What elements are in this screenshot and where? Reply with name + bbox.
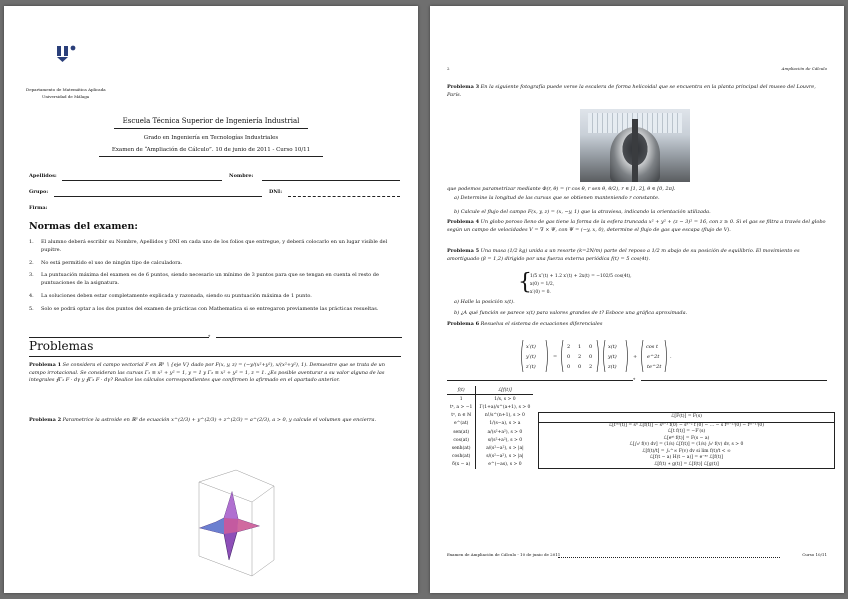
svg-text:0: 0 — [589, 354, 593, 360]
problem-3-part-a: a) Determine la longitud de las curvas que se obtienen manteniendo r constante. — [454, 195, 660, 201]
degree-title: Grado en Ingeniería en Tecnologías Industriales — [143, 135, 279, 141]
property-line: ℒ[t f(t)] = −F′(s) — [667, 429, 706, 435]
title-rule — [114, 128, 308, 129]
table-row: 1 1/s, s > 0 — [447, 395, 533, 404]
table-row: cos(at) s/(s²+a²), s > 0 — [447, 436, 533, 444]
problem-3-part-b: b) Calcule el flujo del campo F(x, y, z) = (x, −y, 1) que la atraviesa, indicando la orientación utilizada. — [454, 209, 711, 215]
rule-item: 3. La puntuación máxima del examen es de 6 puntos, siendo necesario un mínimo de 3 puntos para que se tengan en cuenta el resto de puntuaciones de la asignatura. — [29, 272, 379, 286]
differential-system-matrix — [520, 338, 750, 374]
properties-header: ℒ[F(t)] = F(s) — [539, 413, 834, 423]
table-header-row — [447, 386, 533, 395]
svg-text:z′(t): z′(t) — [526, 364, 536, 370]
problem-3-parametrization: que podemos parametrizar mediante Φ(r, θ) = (r cos θ, r sen θ, θ/2), r ∈ [1, 2], θ ∈ [0, 2π]. — [447, 186, 676, 192]
dni-field[interactable] — [288, 196, 400, 197]
problem-5-eq-2: x(0) = 1/2, — [530, 282, 555, 287]
section-divider-left — [447, 380, 633, 381]
group-label: Grupo: — [29, 189, 49, 195]
section-divider-mark: ⋄ — [633, 376, 636, 381]
problem-5-part-a: a) Halle la posición x(t). — [454, 299, 515, 305]
school-title: Escuela Técnica Superior de Ingeniería Industrial — [122, 117, 300, 125]
department-line-1: Departamento de Matemática Aplicada — [26, 87, 106, 92]
laplace-transform-table — [447, 386, 533, 469]
problem-3: Problema 3 En la siguiente fotografía puede verse la escalera de forma helicoidal que se encuentra en la planta principal del museo del Louvre, París. — [447, 84, 816, 98]
laplace-properties-box — [538, 412, 835, 469]
problems-title: Problemas — [29, 339, 94, 353]
table-row: sen(at) a/(s²+a²), s > 0 — [447, 428, 533, 436]
problem-5: Problema 5 Una masa (1/2 kg) unida a un resorte (k=2N/m) parte del reposo a 1/2 m abajo de su posición de equilibrio. El movimiento es amortiguado (β = 1,2) dirigido por una fuerza externa periódica f(t) = 5 cos(4t). — [447, 248, 800, 262]
page-number: 2 — [447, 66, 450, 71]
table-row: tᵃ, a > −1 Γ(1+a)/s^(a+1), s > 0 — [447, 403, 533, 411]
column-header-laplace: ℒ[f(t)] — [476, 386, 534, 395]
svg-text:2: 2 — [578, 354, 582, 360]
section-divider-left — [29, 337, 209, 338]
problem-6: Problema 6 Resuelva el sistema de ecuaciones diferenciales — [447, 321, 603, 327]
property-line: ℒ[f(t)/t] = ∫ₛ^∞ F(v) dv si lim f(t)/t < ∞ — [642, 448, 731, 454]
table-row: tⁿ, n ∈ ℕ n!/s^(n+1), s > 0 — [447, 412, 533, 420]
svg-text:z(t): z(t) — [608, 364, 617, 370]
problem-5-eq-1: 1/5 x″(t) + 1.2 x′(t) + 2x(t) = −102/5 cos(4t), — [530, 274, 632, 279]
svg-text:=: = — [553, 354, 558, 360]
rule-item: 1. El alumno deberá escribir su Nombre, Apellidos y DNI en cada uno de los folios que entregue, y deberá colocarlo en un lugar visible del pupitre. — [29, 239, 388, 253]
svg-text:2: 2 — [567, 344, 571, 350]
problem-4: Problema 4 Un globo poroso lleno de gas tiene la forma de la esfera truncada x² + y² + (z − 3)² = 16, con z ≥ 0. Si el gas se filtra a través del globo según un campo de velocidades V = ∇ × Ψ, con Ψ = (−y, x, 0), determine el flujo de gas que escapa (flujo de V). — [447, 219, 826, 233]
property-line: ℒ[f⁽ⁿ⁾(t)] = sⁿ ℒ[f(t)] − sⁿ⁻¹ f(0) − sⁿ⁻² f′(0) − … − s f⁽ⁿ⁻²⁾(0) − f⁽ⁿ⁻¹⁾(0) — [609, 422, 764, 428]
problem-1: Problema 1 Se considera el campo vectorial F en ℝ³ ∖ {eje V} dado por F(x, y, z) = (−y/(x²+y²), x/(x²+y²), 1). Demuestre que se trata de un campo irrotacional. Se consideran las curvas Γ₁ ≡ x² + y² = 1, y = 1 y Γ₂ ≡ x² + y² = 1, z = 1. ¿Es posible aventurar a su valor alguna de las integrales ∮Γ₁ F · dγ y ∮Γ₂ F · dγ? Realice los cálculos correspondientes que confirmen lo afirmado en el apartado anterior. — [29, 362, 385, 383]
department-line-2: Universidad de Málaga — [42, 94, 90, 99]
surname-label: Apellidos: — [29, 173, 57, 179]
university-logo-icon — [56, 44, 78, 64]
property-line: ℒ[eᵃᵗ f(t)] = F(s − a) — [663, 435, 710, 441]
property-line: ℒ[∫₀ᵗ f(v) dv] = (1/s) ℒ[f(t)] = (1/s) ∫₀ᵗ f(v) dv, s > 0 — [629, 442, 744, 448]
section-divider-right — [216, 337, 402, 338]
svg-text:+: + — [633, 354, 638, 360]
dni-label: DNI: — [269, 189, 283, 195]
svg-text:0: 0 — [578, 364, 582, 370]
rules-title: Normas del examen: — [29, 221, 138, 232]
svg-text:y(t): y(t) — [608, 354, 617, 360]
section-divider-right — [641, 380, 827, 381]
name-label: Nombre: — [229, 173, 254, 179]
footer-leader — [558, 557, 780, 558]
svg-text:2: 2 — [589, 364, 593, 370]
svg-text:y′(t): y′(t) — [526, 354, 536, 360]
footer-right: Curso 10/11 — [802, 552, 827, 557]
section-divider-mark: ⋄ — [208, 333, 211, 338]
running-header: Ampliación de Cálculo — [781, 66, 827, 71]
svg-text:.: . — [670, 354, 672, 360]
exam-title: Examen de “Ampliación de Cálculo”. 10 de junio de 2011 - Curso 10/11 — [111, 147, 311, 153]
svg-text:0: 0 — [567, 354, 571, 360]
group-field[interactable] — [54, 196, 262, 197]
footer-left: Examen de Ampliación de Cálculo - 10 de junio de 2011 — [447, 552, 561, 557]
exam-page-2 — [430, 6, 844, 593]
svg-text:x(t): x(t) — [608, 344, 617, 350]
signature-label: Firma: — [29, 205, 48, 211]
name-field[interactable] — [262, 180, 400, 181]
exam-page-1 — [4, 6, 418, 593]
problems-title-rule — [29, 356, 401, 357]
rule-item: 2. No está permitido el uso de ningún tipo de calculadora. — [29, 259, 183, 266]
system-brace: { — [518, 270, 532, 295]
louvre-staircase-photo — [580, 109, 690, 182]
property-line: ℒ[f(t) ∗ g(t)] = ℒ[f(t)] ℒ[g(t)] — [654, 461, 719, 467]
rule-item: 4. La soluciones deben estar completamente explicada y razonada, siendo su puntuación máxima de 1 punto. — [29, 292, 312, 299]
exam-title-rule — [99, 156, 323, 157]
svg-text:x′(t): x′(t) — [526, 344, 536, 350]
svg-text:0: 0 — [589, 344, 593, 350]
svg-text:te^2t: te^2t — [647, 364, 662, 370]
problem-5-eq-3: x′(0) = 0. — [530, 290, 551, 295]
problem-5-part-b: b) ¿A qué función se parece x(t) para valores grandes de t? Esboce una gráfica aproximada. — [454, 310, 688, 316]
rule-item: 5. Solo se podrá optar a los dos puntos del examen de prácticas con Mathematica si se entregaron previamente las prácticas resueltas. — [29, 305, 379, 312]
svg-text:e^2t: e^2t — [647, 354, 660, 360]
problem-2: Problema 2 Parametrice la astroide en ℝ³ de ecuación x^(2/3) + y^(2/3) + z^(2/3) = a^(2/3), a > 0, y calcule el volumen que encierra. — [29, 417, 377, 423]
column-header-f: f(t) — [447, 386, 476, 395]
table-row: cosh(at) s/(s²−a²), s > |a| — [447, 453, 533, 461]
svg-text:1: 1 — [578, 344, 582, 350]
table-row: δ(x − a) e^(−as), s > 0 — [447, 461, 533, 469]
svg-text:0: 0 — [567, 364, 571, 370]
property-line: ℒ[f(t − a) H(t − a)] = e⁻ᵃˢ ℒ[f(t)] — [649, 455, 724, 461]
astroid-3d-figure — [174, 464, 284, 584]
table-row: e^(at) 1/(s−a), s > a — [447, 420, 533, 428]
surname-field[interactable] — [62, 180, 222, 181]
table-row: senh(at) a/(s²−a²), s > |a| — [447, 444, 533, 452]
rules-list — [29, 239, 404, 318]
svg-text:cos t: cos t — [646, 344, 658, 350]
